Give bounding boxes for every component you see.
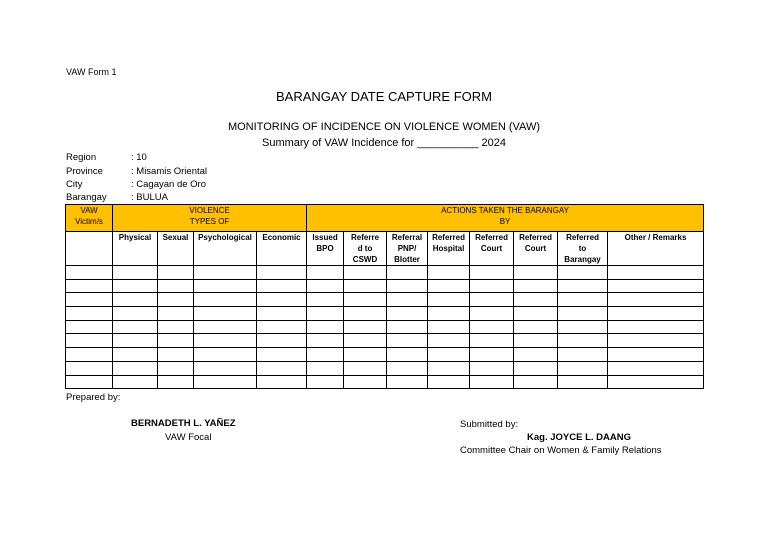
- col-label: Referred: [519, 233, 552, 242]
- table-cell[interactable]: [428, 334, 470, 348]
- table-cell[interactable]: [66, 266, 113, 280]
- table-cell[interactable]: [113, 293, 158, 307]
- table-cell[interactable]: [257, 348, 307, 362]
- table-cell[interactable]: [307, 348, 344, 362]
- table-cell[interactable]: [257, 279, 307, 293]
- region-value: : 10: [131, 152, 147, 163]
- table-cell[interactable]: [113, 279, 158, 293]
- table-cell[interactable]: [608, 334, 704, 348]
- table-row: [66, 293, 704, 307]
- table-cell[interactable]: [387, 375, 428, 389]
- col-referred-cswd: [344, 232, 387, 266]
- col-psychological: [194, 232, 257, 266]
- form-subtitle: MONITORING OF INCIDENCE ON VIOLENCE WOMEN (VAW): [227, 121, 541, 133]
- table-row: [66, 279, 704, 293]
- table-cell[interactable]: [514, 293, 558, 307]
- table-cell[interactable]: [470, 348, 514, 362]
- col-label: Psychological: [198, 233, 252, 242]
- barangay-value: : BULUA: [131, 192, 168, 203]
- table-cell[interactable]: [66, 348, 113, 362]
- prepared-by-label: Prepared by:: [66, 392, 121, 403]
- table-cell[interactable]: [428, 375, 470, 389]
- col-label: d to: [357, 244, 373, 253]
- table-cell[interactable]: [470, 266, 514, 280]
- col-referred-court-1: [470, 232, 514, 266]
- col-label: BPO: [316, 244, 334, 253]
- submitter-name: Kag. JOYCE L. DAANG: [527, 432, 631, 443]
- barangay-label: Barangay: [66, 192, 107, 203]
- table-cell[interactable]: [344, 348, 387, 362]
- table-cell[interactable]: [344, 334, 387, 348]
- table-cell[interactable]: [257, 320, 307, 334]
- col-referred-barangay: [558, 232, 608, 266]
- table-cell[interactable]: [307, 334, 344, 348]
- table-cell[interactable]: [608, 375, 704, 389]
- header-row: [66, 205, 704, 232]
- table-cell[interactable]: [608, 293, 704, 307]
- col-label: Court: [480, 244, 503, 253]
- table-cell[interactable]: [113, 266, 158, 280]
- table-cell[interactable]: [608, 348, 704, 362]
- table-cell[interactable]: [194, 320, 257, 334]
- table-cell[interactable]: [307, 320, 344, 334]
- table-cell[interactable]: [158, 375, 194, 389]
- table-cell[interactable]: [66, 293, 113, 307]
- table-cell[interactable]: [558, 320, 608, 334]
- table-cell[interactable]: [514, 348, 558, 362]
- table-cell[interactable]: [470, 320, 514, 334]
- col-label: Issued: [312, 233, 338, 242]
- table-cell[interactable]: [387, 266, 428, 280]
- table-cell[interactable]: [194, 279, 257, 293]
- table-cell[interactable]: [307, 266, 344, 280]
- table-cell[interactable]: [344, 375, 387, 389]
- table-cell[interactable]: [307, 361, 344, 375]
- table-cell[interactable]: [158, 348, 194, 362]
- table-cell[interactable]: [344, 293, 387, 307]
- table-cell[interactable]: [514, 375, 558, 389]
- col-label: Referred: [566, 233, 599, 242]
- table-row: [66, 361, 704, 375]
- table-cell[interactable]: [194, 266, 257, 280]
- col-label: Referre: [351, 233, 380, 242]
- table-cell[interactable]: [158, 293, 194, 307]
- actions-taken-header: [307, 205, 704, 232]
- col-other-remarks: [608, 232, 704, 266]
- col-label: Referred: [475, 233, 508, 242]
- table-cell[interactable]: [113, 334, 158, 348]
- table-cell[interactable]: [428, 348, 470, 362]
- table-cell[interactable]: [257, 266, 307, 280]
- table-cell[interactable]: [428, 307, 470, 321]
- victim-subheader: [66, 232, 113, 266]
- table-cell[interactable]: [387, 279, 428, 293]
- table-cell[interactable]: [608, 266, 704, 280]
- table-cell[interactable]: [470, 375, 514, 389]
- table-cell[interactable]: [558, 279, 608, 293]
- table-cell[interactable]: [558, 307, 608, 321]
- table-cell[interactable]: [387, 361, 428, 375]
- table-cell[interactable]: [344, 307, 387, 321]
- table-row: [66, 334, 704, 348]
- table-cell[interactable]: [158, 279, 194, 293]
- table-cell[interactable]: [194, 307, 257, 321]
- table-cell[interactable]: [608, 320, 704, 334]
- col-label: Sexual: [162, 233, 189, 242]
- table-cell[interactable]: [558, 266, 608, 280]
- table-cell[interactable]: [558, 375, 608, 389]
- table-cell[interactable]: [514, 361, 558, 375]
- table-cell[interactable]: [194, 334, 257, 348]
- col-label: Referred: [432, 233, 465, 242]
- subheader-row: [66, 232, 704, 266]
- header-text: TYPES OF: [189, 217, 230, 226]
- table-row: [66, 266, 704, 280]
- col-label: PNP/: [397, 244, 417, 253]
- city-value: : Cagayan de Oro: [131, 179, 206, 190]
- region-label: Region: [66, 152, 97, 163]
- table-cell[interactable]: [344, 279, 387, 293]
- col-label: Court: [524, 244, 547, 253]
- table-cell[interactable]: [558, 348, 608, 362]
- table-cell[interactable]: [608, 307, 704, 321]
- table-cell[interactable]: [257, 334, 307, 348]
- table-cell[interactable]: [307, 293, 344, 307]
- table-cell[interactable]: [194, 375, 257, 389]
- city-label: City: [66, 179, 83, 190]
- table-cell[interactable]: [514, 279, 558, 293]
- table-cell[interactable]: [470, 293, 514, 307]
- table-cell[interactable]: [558, 293, 608, 307]
- table-cell[interactable]: [66, 279, 113, 293]
- table-cell[interactable]: [113, 307, 158, 321]
- col-physical: [113, 232, 158, 266]
- table-cell[interactable]: [257, 375, 307, 389]
- table-cell[interactable]: [558, 334, 608, 348]
- summary-line: Summary of VAW Incidence for __________ 2024: [262, 137, 506, 149]
- submitted-by-label: Submitted by:: [460, 419, 519, 430]
- table-cell[interactable]: [66, 307, 113, 321]
- table-cell[interactable]: [158, 361, 194, 375]
- table-cell[interactable]: [470, 361, 514, 375]
- table-cell[interactable]: [428, 266, 470, 280]
- col-label: Physical: [118, 233, 152, 242]
- table-cell[interactable]: [66, 375, 113, 389]
- col-label: to: [578, 244, 587, 253]
- table-cell[interactable]: [113, 375, 158, 389]
- table-cell[interactable]: [608, 361, 704, 375]
- table-cell[interactable]: [66, 334, 113, 348]
- table-cell[interactable]: [344, 320, 387, 334]
- table-cell[interactable]: [428, 361, 470, 375]
- table-cell[interactable]: [257, 307, 307, 321]
- table-cell[interactable]: [194, 361, 257, 375]
- col-sexual: [158, 232, 194, 266]
- table-cell[interactable]: [428, 279, 470, 293]
- table-cell[interactable]: [428, 293, 470, 307]
- table-cell[interactable]: [66, 361, 113, 375]
- table-cell[interactable]: [514, 266, 558, 280]
- col-label: Hospital: [432, 244, 465, 253]
- table-row: [66, 307, 704, 321]
- table-cell[interactable]: [307, 307, 344, 321]
- table-cell[interactable]: [113, 348, 158, 362]
- table-cell[interactable]: [514, 334, 558, 348]
- header-text: ACTIONS TAKEN THE BARANGAY: [441, 206, 569, 215]
- table-cell[interactable]: [344, 266, 387, 280]
- form-number: VAW Form 1: [66, 67, 117, 77]
- entry-rows: [66, 266, 704, 389]
- province-label: Province: [66, 166, 103, 177]
- table-cell[interactable]: [470, 279, 514, 293]
- header-text: VAW: [80, 206, 98, 215]
- table-cell[interactable]: [257, 293, 307, 307]
- col-label: CSWD: [352, 255, 378, 264]
- table-cell[interactable]: [558, 361, 608, 375]
- header-text: BY: [499, 217, 511, 226]
- header-text: VIOLENCE: [189, 206, 230, 215]
- table-cell[interactable]: [158, 334, 194, 348]
- preparer-name: BERNADETH L. YAÑEZ: [131, 418, 236, 429]
- col-label: Referral: [391, 233, 423, 242]
- table-cell[interactable]: [608, 279, 704, 293]
- table-cell[interactable]: [387, 293, 428, 307]
- table-cell[interactable]: [158, 320, 194, 334]
- table-cell[interactable]: [307, 375, 344, 389]
- col-label: Blotter: [394, 255, 420, 264]
- table-cell[interactable]: [514, 307, 558, 321]
- table-cell[interactable]: [194, 293, 257, 307]
- table-cell[interactable]: [66, 320, 113, 334]
- preparer-role: VAW Focal: [165, 432, 212, 443]
- table-cell[interactable]: [470, 334, 514, 348]
- col-referral-pnp-blotter: [387, 232, 428, 266]
- table-cell[interactable]: [194, 348, 257, 362]
- table-cell[interactable]: [158, 266, 194, 280]
- table-cell[interactable]: [470, 307, 514, 321]
- col-label: Economic: [262, 233, 301, 242]
- table-cell[interactable]: [387, 348, 428, 362]
- col-label: Other / Remarks: [624, 233, 687, 242]
- table-row: [66, 348, 704, 362]
- vaw-incidence-table: [65, 204, 704, 389]
- table-cell[interactable]: [307, 279, 344, 293]
- table-cell[interactable]: [158, 307, 194, 321]
- violence-types-header: [113, 205, 307, 232]
- table-cell[interactable]: [387, 320, 428, 334]
- table-cell[interactable]: [344, 361, 387, 375]
- col-referred-hospital: [428, 232, 470, 266]
- header-text: Victim/s: [75, 217, 103, 226]
- submitter-role: Committee Chair on Women & Family Relations: [460, 445, 662, 456]
- table-cell[interactable]: [428, 320, 470, 334]
- table-cell[interactable]: [387, 334, 428, 348]
- col-referred-court-2: [514, 232, 558, 266]
- form-title: BARANGAY DATE CAPTURE FORM: [276, 89, 492, 104]
- col-economic: [257, 232, 307, 266]
- province-value: : Misamis Oriental: [131, 166, 208, 177]
- table-cell[interactable]: [113, 320, 158, 334]
- table-cell[interactable]: [113, 361, 158, 375]
- table-cell[interactable]: [387, 307, 428, 321]
- col-issued-bpo: [307, 232, 344, 266]
- col-label: Barangay: [564, 255, 601, 264]
- vaw-victims-header: [66, 205, 113, 232]
- table-cell[interactable]: [257, 361, 307, 375]
- table-row: [66, 375, 704, 389]
- table-row: [66, 320, 704, 334]
- table-cell[interactable]: [514, 320, 558, 334]
